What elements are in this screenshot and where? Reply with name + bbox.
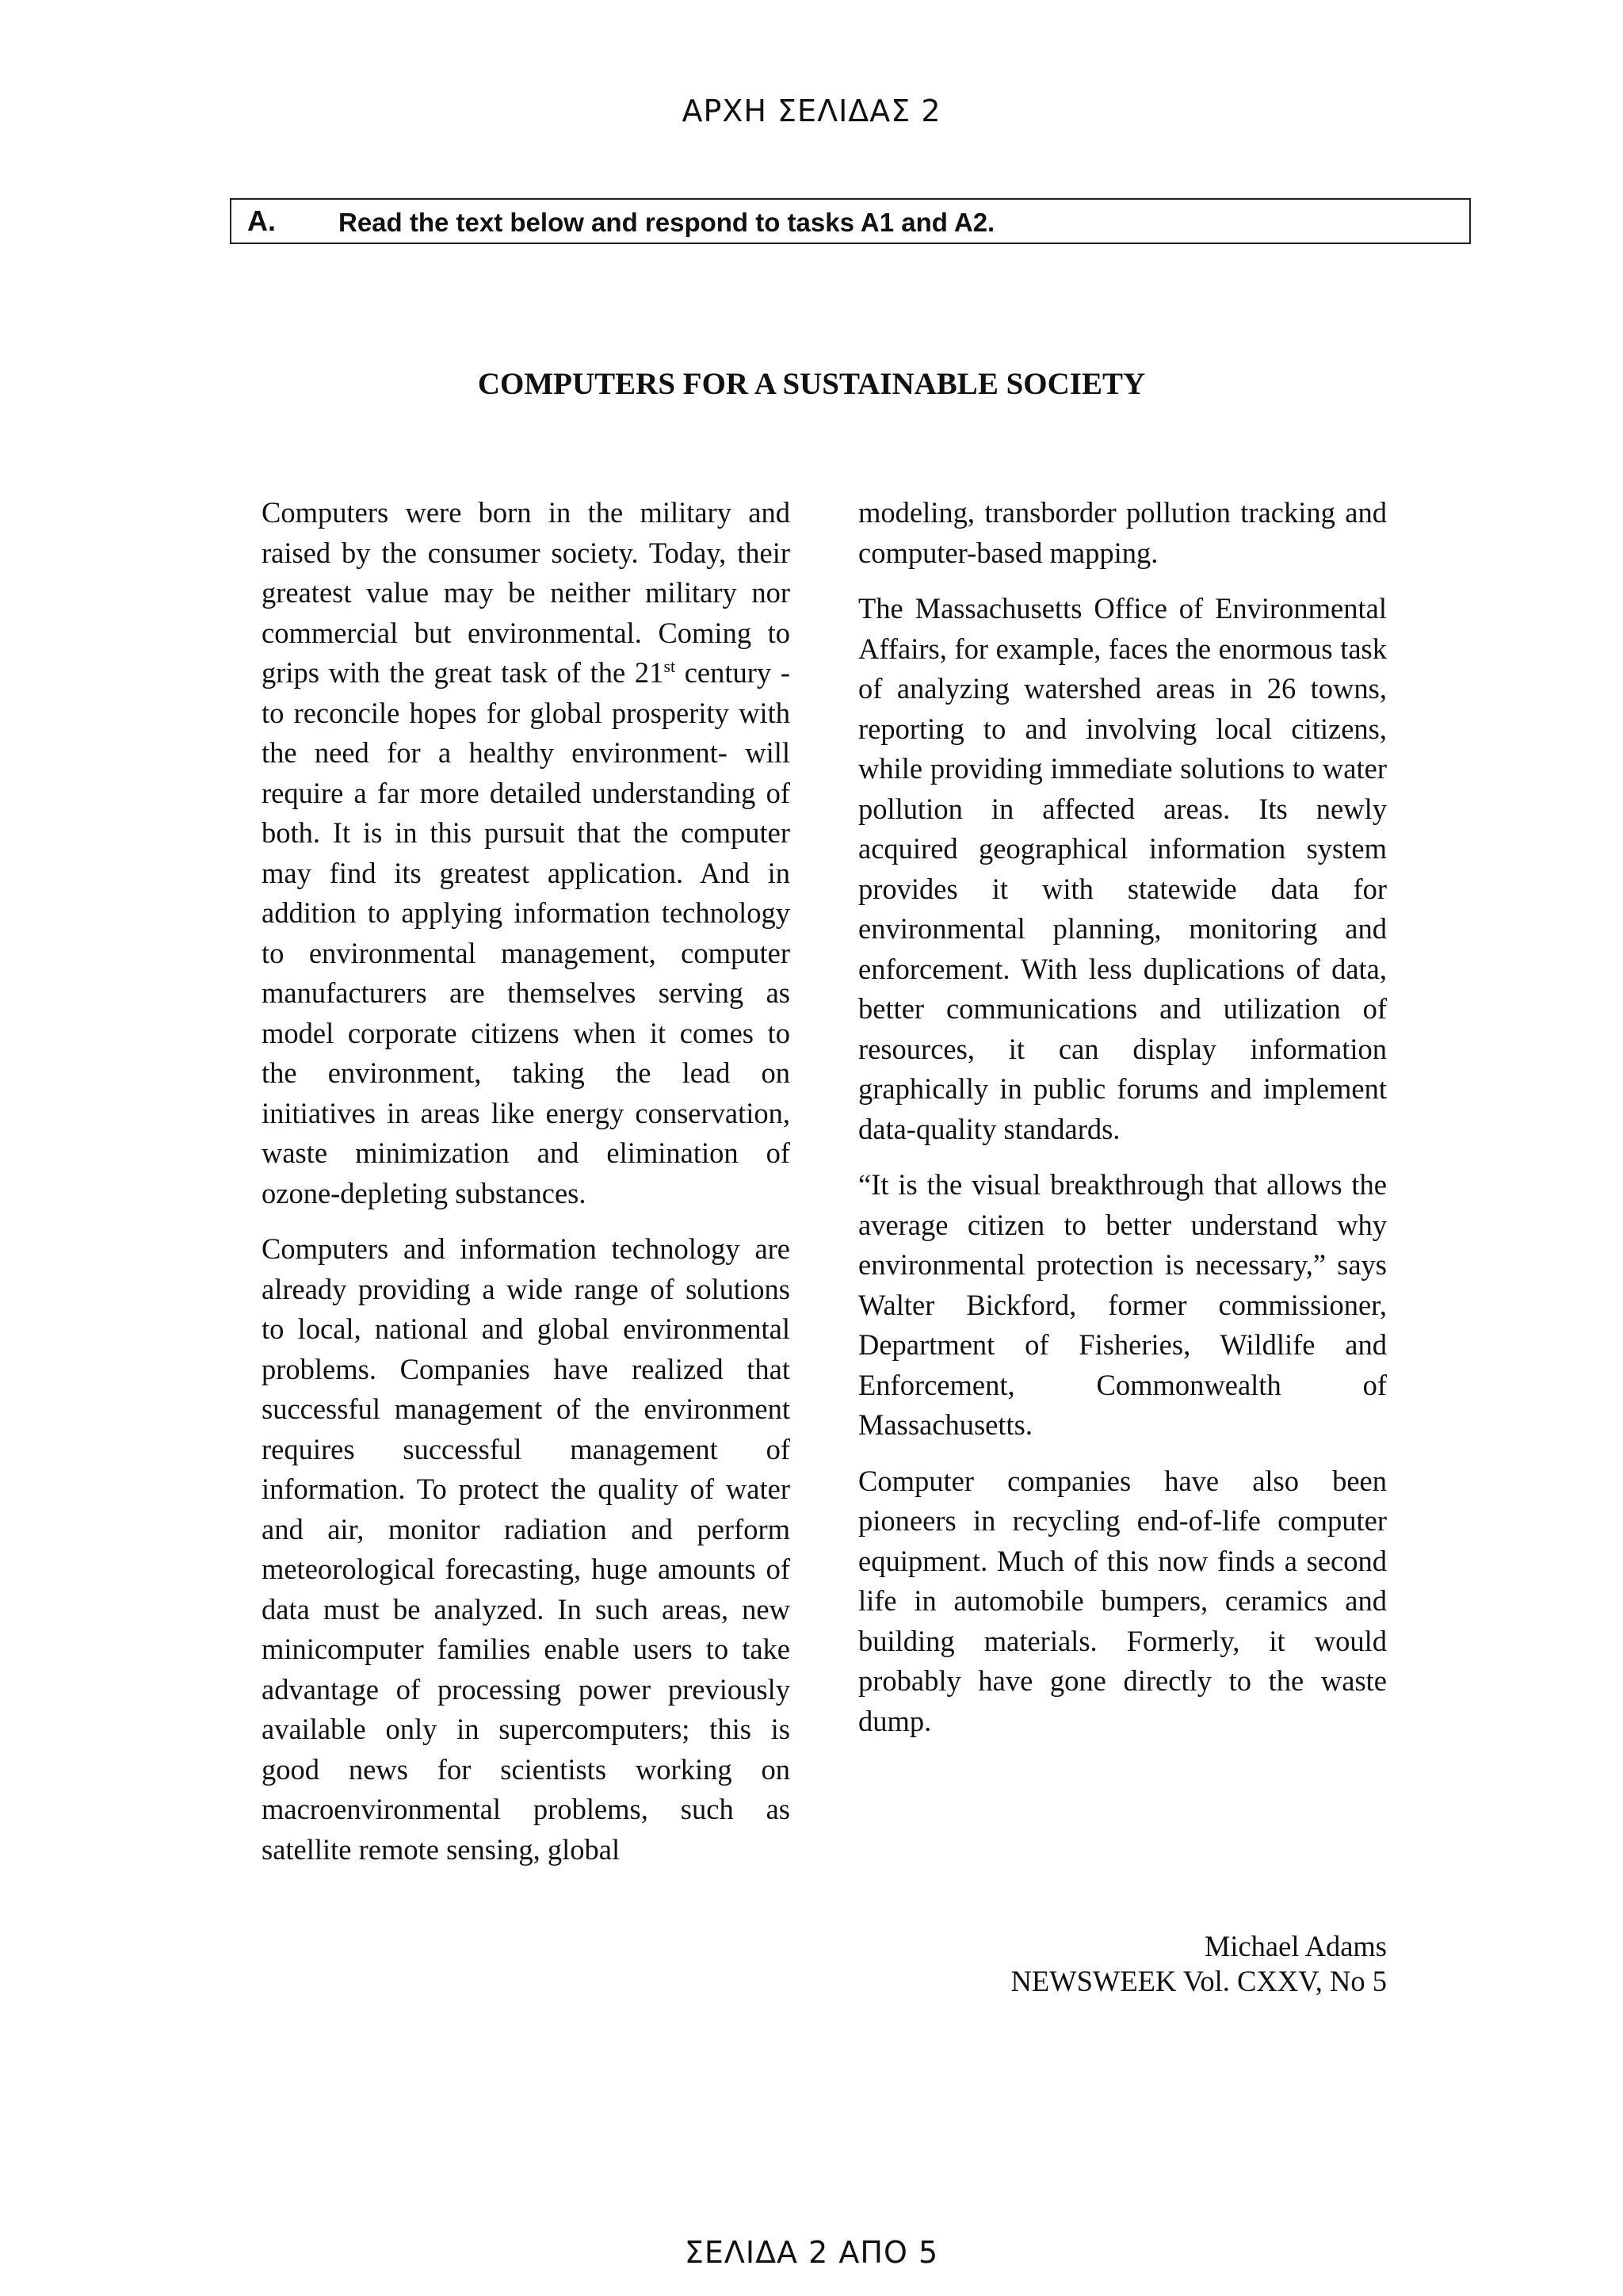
paragraph-1-end: century -to reconcile hopes for global prosperity with the need for a healthy environment- will require a far more detailed understanding of both. It is in this pursuit that the computer may find its greatest application. And in addition to applying information technology to environmental management, computer manufacturers are themselves serving as model corporate citizens when it comes to the environment, taking the lead on initiatives in areas like energy conservation, waste minimization and elimination of ozone-depleting substances. bbox=[262, 656, 790, 1209]
page-footer: ΣΕΛΙΔΑ 2 ΑΠΟ 5 bbox=[684, 2235, 939, 2270]
author-name: Michael Adams bbox=[1204, 1930, 1387, 1962]
article-column-right bbox=[858, 493, 1387, 1757]
paragraph-5: Computer companies have also been pioneers in recycling end-of-life computer equipment. Much of this now finds a second life in automobile bumpers, ceramics and building materials. Formerly, it would probably have gone directly to the waste dump. bbox=[858, 1464, 1387, 1737]
paragraph-1 bbox=[262, 493, 790, 1213]
task-instruction: Read the text below and respond to tasks A1 and A2. bbox=[338, 208, 995, 237]
task-letter: A. bbox=[247, 204, 276, 237]
article-source: NEWSWEEK Vol. CXXV, No 5 bbox=[1010, 1965, 1387, 1997]
article-signature bbox=[858, 1929, 1387, 1999]
paragraph-4: “It is the visual breakthrough that allows the average citizen to better understand why environmental protection is necessary,” says Walter Bickford, former commissioner, Department of Fisheries, Wildlife and Enforcement, Commonwealth of Massachusetts. bbox=[858, 1168, 1387, 1441]
paragraph-3: The Massachusetts Office of Environmental Affairs, for example, faces the enormous task of analyzing watershed areas in 26 towns, reporting to and involving local citizens, while providing immediate solutions to water pollution in affected areas. Its newly acquired geographical information system provides it with statewide data for environmental planning, monitoring and enforcement. With less duplications of data, better communications and utilization of resources, it can display information graphically in public forums and implement data-quality standards. bbox=[858, 592, 1387, 1145]
page-header: ΑΡΧΗ ΣΕΛΙΔΑΣ 2 bbox=[682, 94, 941, 128]
ordinal-suffix: st bbox=[663, 655, 676, 676]
paragraph-2-continued: modeling, transborder pollution tracking and computer-based mapping. bbox=[858, 496, 1387, 569]
task-instruction-box bbox=[230, 198, 1471, 244]
article-title: COMPUTERS FOR A SUSTAINABLE SOCIETY bbox=[477, 367, 1146, 401]
paragraph-2: Computers and information technology are already providing a wide range of solutions to local, national and global environmental problems. Companies have realized that successful management of the environment requires successful management of information. To protect the quality of water and air, monitor radiation and perform meteorological forecasting, huge amounts of data must be analyzed. In such areas, new minicomputer families enable users to take advantage of processing power previously available only in supercomputers; this is good news for scientists working on macroenvironmental problems, such as satellite remote sensing, global bbox=[262, 1232, 790, 1866]
paragraph-1-start: Computers were born in the military and raised by the consumer society. Today, their greatest value may be neither military nor commercial but environmental. Coming to grips with the great task of the 21 bbox=[262, 496, 790, 689]
article-column-left bbox=[262, 493, 790, 1885]
